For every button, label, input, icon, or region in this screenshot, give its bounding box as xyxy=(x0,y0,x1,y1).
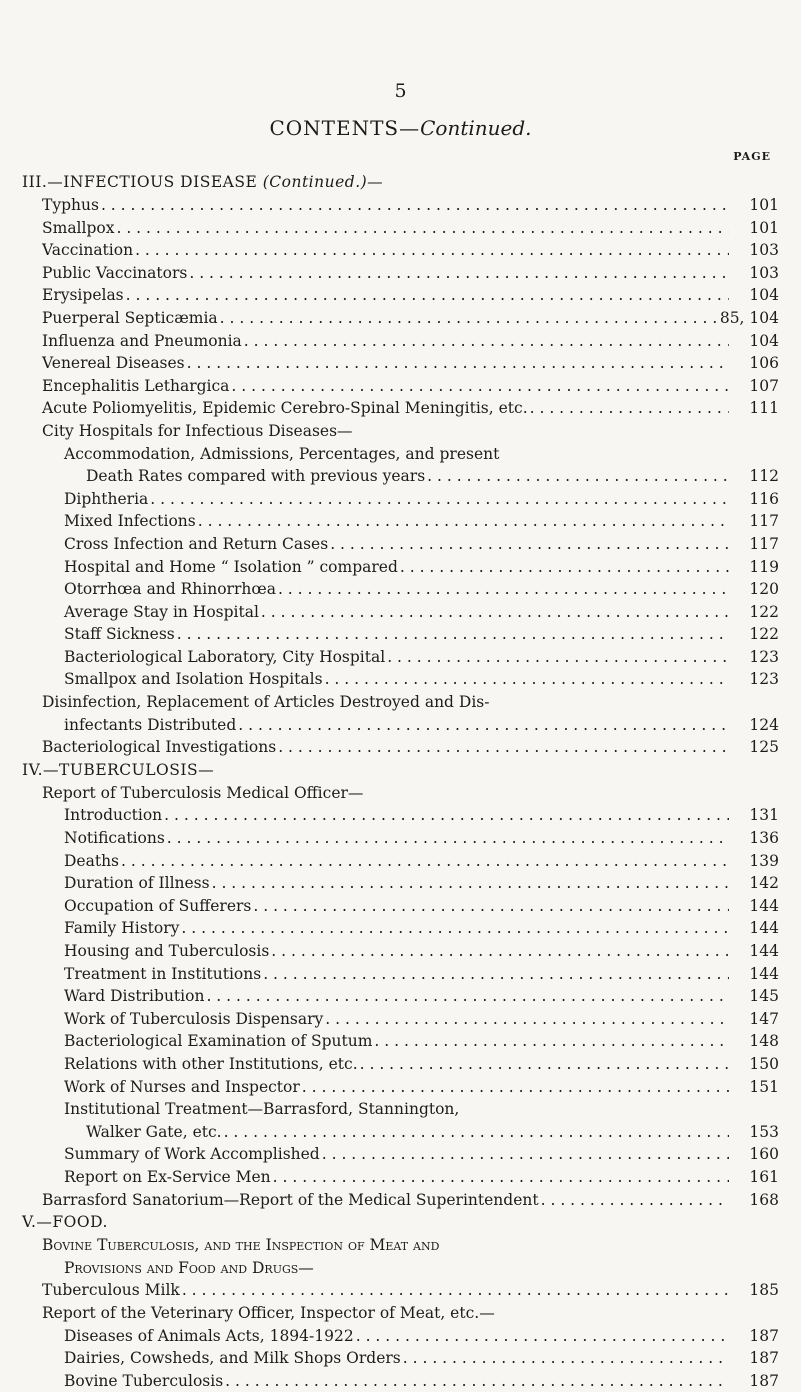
leader-dots xyxy=(198,510,729,533)
toc-entry xyxy=(22,940,779,963)
toc-entry-label: Public Vaccinators xyxy=(42,263,188,282)
toc-entry-page: 144 xyxy=(749,896,779,915)
toc-entry xyxy=(22,917,779,940)
toc-entry-label: Smallpox and Isolation Hospitals xyxy=(64,670,323,689)
toc-entry-page: 119 xyxy=(749,557,779,576)
leader-dots xyxy=(325,668,729,691)
toc-entry xyxy=(22,963,779,986)
leader-dots xyxy=(101,194,729,217)
leader-dots xyxy=(271,940,729,963)
toc-entry xyxy=(22,668,779,691)
toc-entry-page: 187 xyxy=(749,1371,779,1390)
toc-entry-label: Diseases of Animals Acts, 1894-1922 xyxy=(64,1326,354,1345)
toc-entry xyxy=(22,1370,779,1392)
toc-entry xyxy=(22,1121,779,1144)
leader-dots xyxy=(278,578,729,601)
toc-entry-page: 117 xyxy=(749,512,779,531)
toc-entry-label: Influenza and Pneumonia xyxy=(42,331,242,350)
toc-entry-label: Occupation of Sufferers xyxy=(64,896,252,915)
toc-entry-page: 120 xyxy=(749,580,779,599)
section-heading-text: III.—INFECTIOUS DISEASE xyxy=(22,173,258,191)
toc-entry-page: 147 xyxy=(749,1009,779,1028)
leader-dots xyxy=(427,465,729,488)
toc-entry xyxy=(22,872,779,895)
leader-dots xyxy=(150,488,729,511)
leader-dots xyxy=(253,895,729,918)
toc-entry-wrap-line xyxy=(22,691,779,714)
toc-entry-label: Summary of Work Accomplished xyxy=(64,1145,320,1164)
toc-entry xyxy=(22,1143,779,1166)
toc-entry-label: Tuberculous Milk xyxy=(42,1281,180,1300)
toc-entry-page: 111 xyxy=(749,399,779,418)
leader-dots xyxy=(121,850,729,873)
leader-dots xyxy=(387,646,729,669)
leader-dots xyxy=(231,375,729,398)
subsection-label: Report of Tuberculosis Medical Officer— xyxy=(42,783,364,802)
toc-entry-page: 142 xyxy=(749,874,779,893)
toc-entry-label: Accommodation, Admissions, Percentages, and present xyxy=(64,444,500,463)
toc-entry-label: Cross Infection and Return Cases xyxy=(64,534,329,553)
page-column-header: PAGE xyxy=(733,150,771,163)
leader-dots xyxy=(322,1143,729,1166)
leader-dots xyxy=(360,1053,729,1076)
toc-entry xyxy=(22,239,779,262)
leader-dots xyxy=(356,1325,729,1348)
toc-entry-page: 160 xyxy=(749,1145,779,1164)
toc-entry xyxy=(22,1166,779,1189)
toc-entry xyxy=(22,556,779,579)
section-heading-text: IV.—TUBERCULOSIS— xyxy=(22,760,215,779)
section-heading-tuberculosis xyxy=(22,759,779,782)
subsection-bovine xyxy=(22,1234,779,1257)
toc-entry-page: 122 xyxy=(749,602,779,621)
toc-entry-page: 144 xyxy=(749,919,779,938)
toc-entry-label: Staff Sickness xyxy=(64,625,175,644)
section-heading-text: V.—FOOD. xyxy=(22,1213,108,1232)
toc-entry xyxy=(22,1279,779,1302)
leader-dots xyxy=(126,284,729,307)
subsection-label: Report of the Veterinary Officer, Inspector of Meat, etc.— xyxy=(42,1303,495,1322)
toc-entry-label: Work of Nurses and Inspector xyxy=(64,1077,300,1096)
tuberculosis-entries xyxy=(22,804,779,1098)
toc-entry-page: 112 xyxy=(749,467,779,486)
toc-entry xyxy=(22,330,779,353)
toc-entry xyxy=(22,850,779,873)
toc-entry xyxy=(22,736,779,759)
leader-dots xyxy=(177,623,729,646)
toc-entry xyxy=(22,601,779,624)
infectious-entries xyxy=(22,194,779,420)
toc-entry-label: Bacteriological Laboratory, City Hospital xyxy=(64,647,386,666)
section-heading-infectious xyxy=(22,171,779,194)
leader-dots xyxy=(187,352,729,375)
toc-entry-label: Introduction xyxy=(64,806,163,825)
toc-entry xyxy=(22,217,779,240)
leader-dots xyxy=(212,872,729,895)
leader-dots xyxy=(220,307,717,330)
leader-dots xyxy=(225,1370,729,1392)
toc-entry-page: 117 xyxy=(749,534,779,553)
toc-entry-label: Acute Poliomyelitis, Epidemic Cerebro-Spinal Meningitis, etc. xyxy=(42,399,528,418)
toc-entry-page: 122 xyxy=(749,625,779,644)
leader-dots xyxy=(325,1008,729,1031)
subsection-city-hospitals xyxy=(22,420,779,443)
toc-entry-label: Otorrhœa and Rhinorrhœa xyxy=(64,580,276,599)
toc-entry-page: 85, 104 xyxy=(719,308,779,327)
leader-dots xyxy=(403,1347,729,1370)
toc-entry-page: 185 xyxy=(749,1281,779,1300)
table-of-contents xyxy=(22,171,779,1392)
toc-entry xyxy=(22,646,779,669)
toc-entry-page: 123 xyxy=(749,647,779,666)
toc-entry xyxy=(22,510,779,533)
toc-entry xyxy=(22,895,779,918)
toc-entry-page: 144 xyxy=(749,942,779,960)
toc-entry xyxy=(22,804,779,827)
leader-dots xyxy=(541,1189,729,1212)
toc-entry-label: Puerperal Septicæmia xyxy=(42,308,218,327)
toc-entry-label: Institutional Treatment—Barrasford, Stannington, xyxy=(64,1100,460,1119)
toc-entry-label: infectants Distributed xyxy=(64,715,237,734)
toc-entry xyxy=(22,284,779,307)
toc-entry-page: 103 xyxy=(749,263,779,282)
toc-entry-label: Ward Distribution xyxy=(64,987,205,1006)
toc-entry xyxy=(22,262,779,285)
toc-entry-page: 145 xyxy=(749,987,779,1006)
toc-entry xyxy=(22,827,779,850)
leader-dots xyxy=(182,1279,729,1302)
toc-entry-page: 104 xyxy=(749,331,779,350)
toc-entry xyxy=(22,1008,779,1031)
leader-dots xyxy=(374,1030,729,1053)
toc-entry-label: Bacteriological Investigations xyxy=(42,738,277,757)
leader-dots xyxy=(278,736,729,759)
toc-entry xyxy=(22,578,779,601)
toc-entry xyxy=(22,985,779,1008)
title-main: CONTENTS— xyxy=(269,116,421,140)
toc-entry-label: Death Rates compared with previous years xyxy=(86,467,426,486)
section-heading-suffix: (Continued.)— xyxy=(262,173,384,191)
toc-entry-page: 106 xyxy=(749,354,779,373)
toc-entry-label: Erysipelas xyxy=(42,286,124,305)
toc-entry-page: 168 xyxy=(749,1190,779,1209)
toc-entry-label: Relations with other Institutions, etc. xyxy=(64,1054,358,1073)
toc-entry-page: 101 xyxy=(749,196,779,214)
leader-dots xyxy=(167,827,729,850)
title-suffix: Continued. xyxy=(420,116,532,140)
toc-entry-page: 148 xyxy=(749,1032,779,1051)
toc-entry-label: Dairies, Cowsheds, and Milk Shops Orders xyxy=(64,1349,401,1368)
toc-entry xyxy=(22,714,779,737)
city-hospital-entries xyxy=(22,488,779,691)
toc-entry-wrap-line xyxy=(22,1098,779,1121)
subsection-label: Provisions and Food and Drugs— xyxy=(64,1258,314,1277)
toc-entry xyxy=(22,488,779,511)
toc-entry-label: Smallpox xyxy=(42,218,115,237)
toc-entry xyxy=(22,1030,779,1053)
leader-dots xyxy=(238,714,729,737)
subsection-label: City Hospitals for Infectious Diseases— xyxy=(42,421,353,440)
toc-entry-label: Walker Gate, etc. xyxy=(86,1122,222,1141)
toc-entry xyxy=(22,1053,779,1076)
subsection-tb-report xyxy=(22,782,779,805)
toc-entry-page: 187 xyxy=(749,1349,779,1368)
toc-entry-page: 144 xyxy=(749,964,779,983)
toc-entry-label: Report on Ex-Service Men xyxy=(64,1167,271,1186)
subsection-vet-report xyxy=(22,1302,779,1325)
section-heading-food xyxy=(22,1211,779,1234)
toc-entry xyxy=(22,465,779,488)
leader-dots xyxy=(400,556,729,579)
leader-dots xyxy=(135,239,729,262)
toc-entry-label: Work of Tuberculosis Dispensary xyxy=(64,1009,324,1028)
toc-entry-label: Venereal Diseases xyxy=(42,354,185,373)
toc-entry-label: Housing and Tuberculosis xyxy=(64,942,270,960)
leader-dots xyxy=(273,1166,729,1189)
page-number: 5 xyxy=(394,80,407,102)
toc-entry-label: Bacteriological Examination of Sputum xyxy=(64,1032,373,1051)
toc-entry-page: 101 xyxy=(749,218,779,237)
toc-entry-label: Encephalitis Lethargica xyxy=(42,376,230,395)
toc-entry-wrap-line xyxy=(22,443,779,466)
toc-entry-label: Typhus xyxy=(42,196,99,214)
toc-entry-label: Vaccination xyxy=(42,241,134,260)
toc-entry-label: Average Stay in Hospital xyxy=(64,602,259,621)
toc-entry xyxy=(22,1347,779,1370)
leader-dots xyxy=(330,533,729,556)
leader-dots xyxy=(244,330,729,353)
toc-entry-page: 161 xyxy=(749,1167,779,1186)
toc-entry-label: Family History xyxy=(64,919,180,938)
toc-entry-page: 124 xyxy=(749,715,779,734)
toc-entry-page: 125 xyxy=(749,738,779,757)
toc-entry-label: Mixed Infections xyxy=(64,512,196,531)
toc-entry-page: 107 xyxy=(749,376,779,395)
subsection-label: Bovine Tuberculosis, and the Inspection of Meat and xyxy=(42,1236,440,1255)
toc-entry-page: 136 xyxy=(749,829,779,848)
toc-entry-label: Notifications xyxy=(64,829,165,848)
toc-entry xyxy=(22,1325,779,1348)
toc-entry xyxy=(22,375,779,398)
toc-entry-page: 151 xyxy=(749,1077,779,1096)
toc-entry xyxy=(22,623,779,646)
toc-entry-page: 104 xyxy=(749,286,779,305)
page-title xyxy=(0,116,801,140)
toc-entry xyxy=(22,352,779,375)
toc-entry-label: Treatment in Institutions xyxy=(64,964,262,983)
toc-entry-label: Duration of Illness xyxy=(64,874,210,893)
toc-entry-label: Diphtheria xyxy=(64,489,149,508)
subsection-bovine-cont xyxy=(22,1257,779,1280)
toc-entry-page: 139 xyxy=(749,851,779,870)
leader-dots xyxy=(261,601,729,624)
toc-entry-page: 153 xyxy=(749,1122,779,1141)
toc-entry xyxy=(22,307,779,330)
toc-entry xyxy=(22,1189,779,1212)
toc-entry-label: Deaths xyxy=(64,851,120,870)
toc-entry-page: 123 xyxy=(749,670,779,689)
toc-entry-page: 187 xyxy=(749,1326,779,1345)
toc-entry-page: 103 xyxy=(749,241,779,260)
toc-entry-label: Hospital and Home “ Isolation ” compared xyxy=(64,557,398,576)
toc-entry-label: Disinfection, Replacement of Articles Destroyed and Dis- xyxy=(42,693,490,712)
toc-entry-label: Barrasford Sanatorium—Report of the Medical Superintendent xyxy=(42,1190,539,1209)
toc-entry xyxy=(22,194,779,217)
toc-entry-label: Bovine Tuberculosis xyxy=(64,1371,224,1390)
leader-dots xyxy=(224,1121,729,1144)
toc-entry-page: 150 xyxy=(749,1054,779,1073)
leader-dots xyxy=(302,1076,729,1099)
leader-dots xyxy=(181,917,729,940)
toc-entry xyxy=(22,397,779,420)
toc-entry xyxy=(22,533,779,556)
leader-dots xyxy=(189,262,729,285)
toc-entry xyxy=(22,1076,779,1099)
leader-dots xyxy=(530,397,729,420)
leader-dots xyxy=(206,985,729,1008)
toc-entry-page: 131 xyxy=(749,806,779,825)
toc-entry-page: 116 xyxy=(749,489,779,508)
leader-dots xyxy=(164,804,729,827)
leader-dots xyxy=(116,217,729,240)
leader-dots xyxy=(263,963,729,986)
